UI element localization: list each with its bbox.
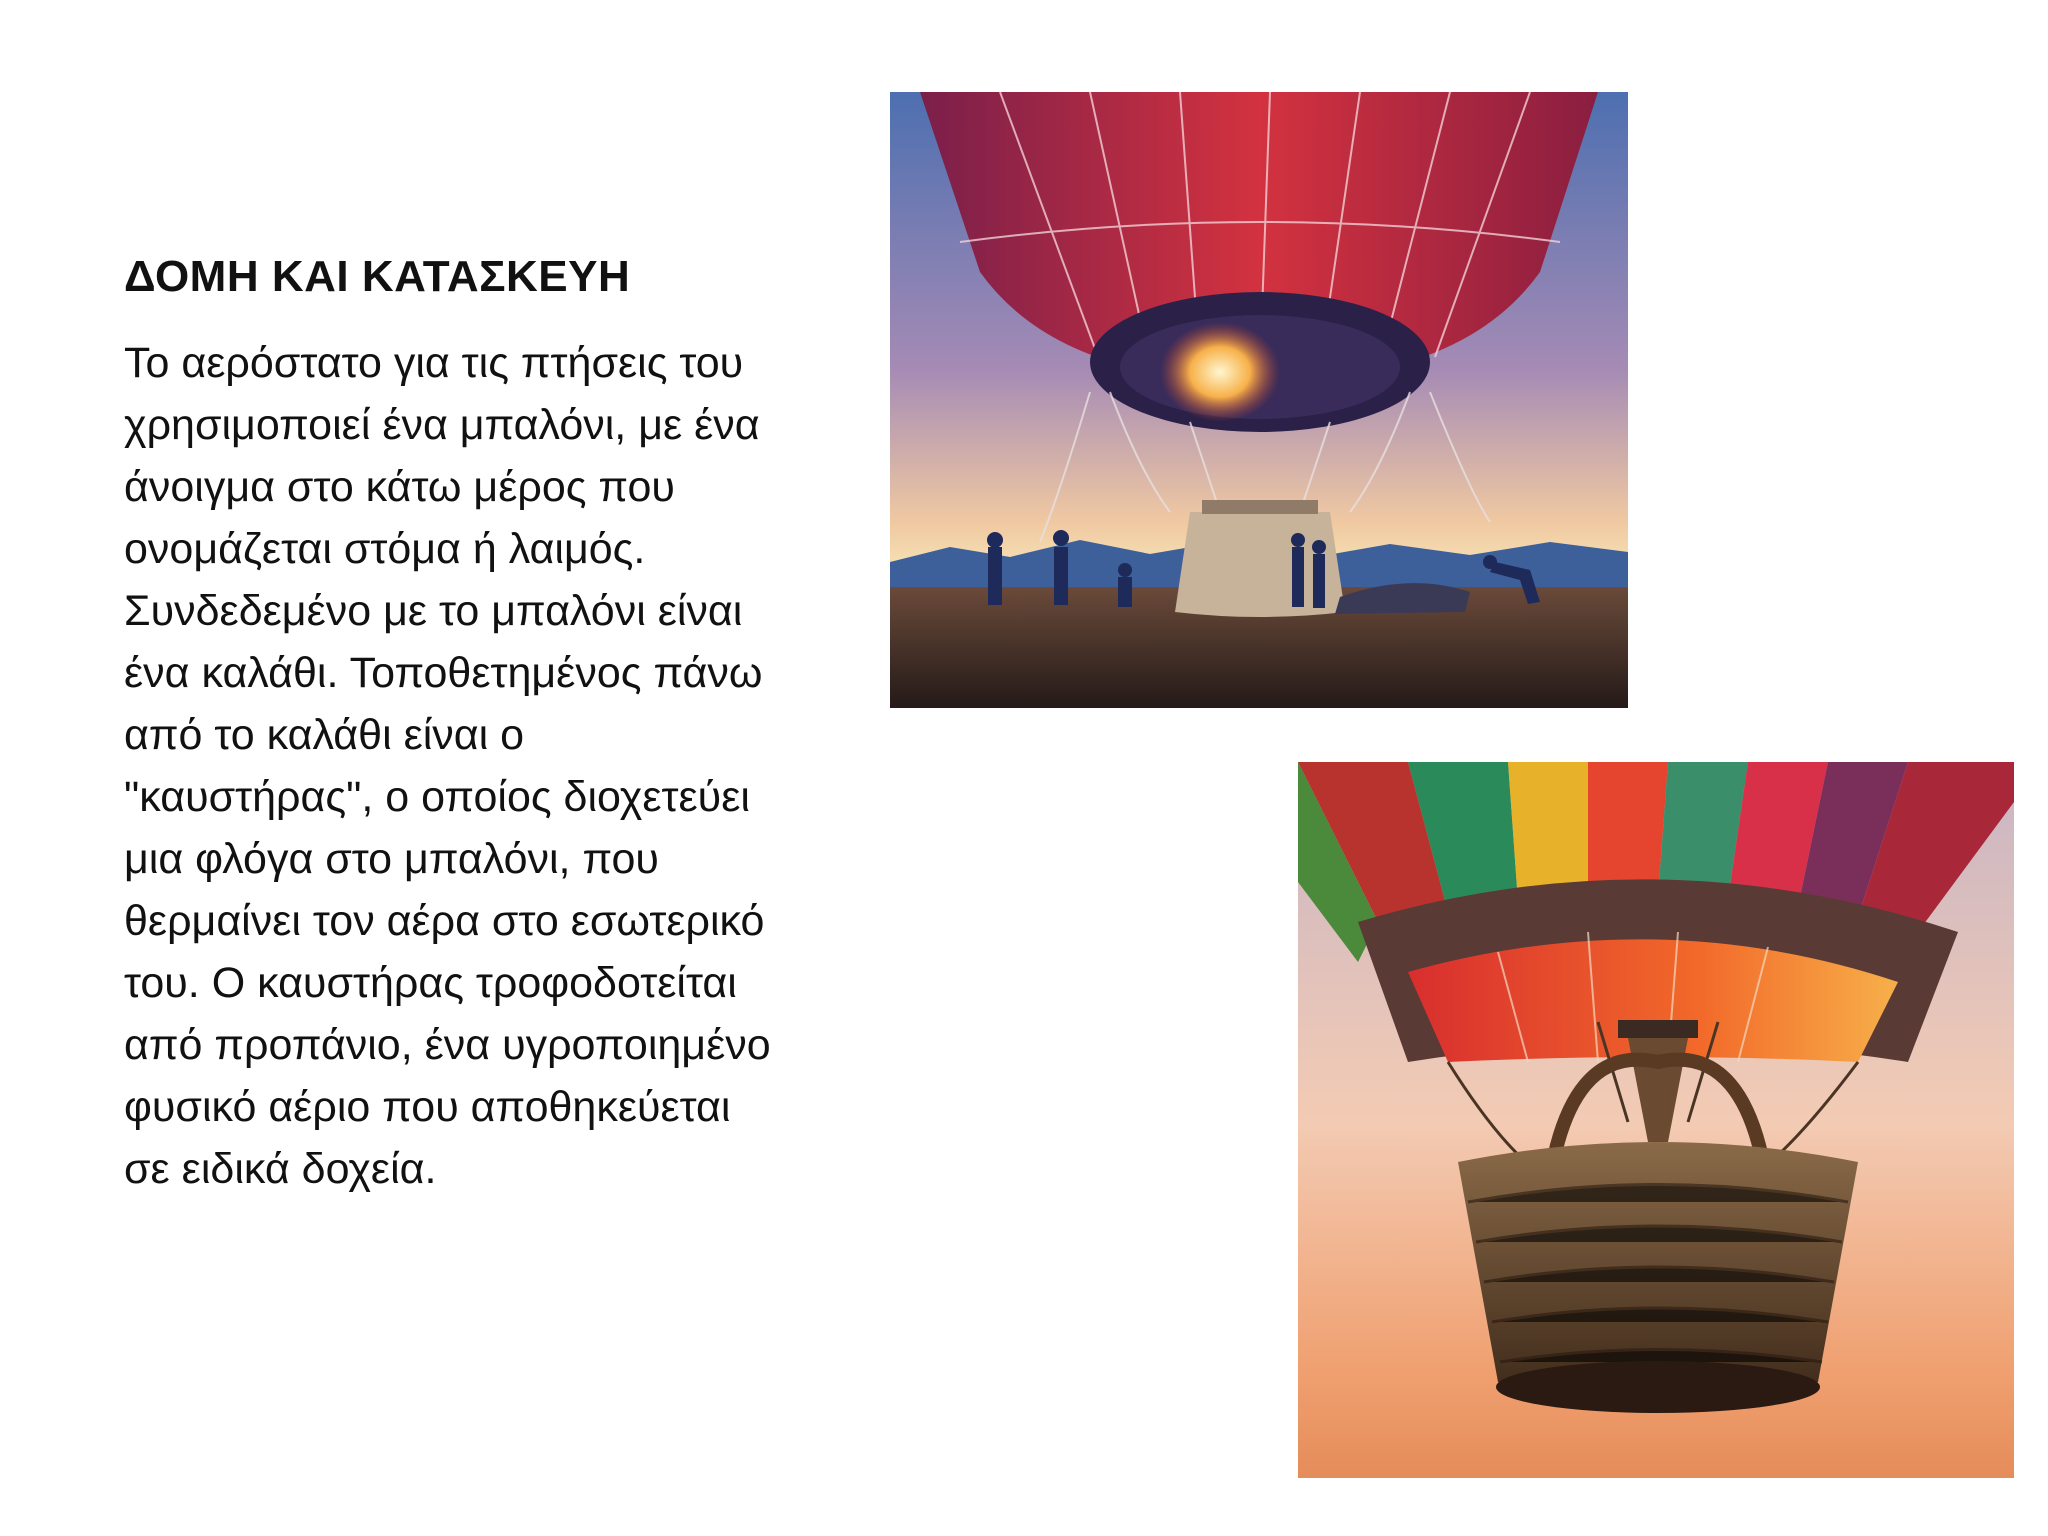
balloon-basket-photo — [1298, 762, 2014, 1478]
slide-title: ΔΟΜΗ ΚΑΙ ΚΑΤΑΣΚΕΥΗ — [124, 252, 631, 301]
slide-body-text: Το αερόστατο για τις πτήσεις του χρησιμοποιεί ένα μπαλόνι, με ένα άνοιγμα στο κάτω μέρος που ονομάζεται στόμα ή λαιμός. Συνδεδεμένο με το μπαλόνι είναι ένα καλάθι. Τοποθετημένος πάνω από το καλάθι είναι ο "καυστήρας", ο οποίος διοχετεύει μια φλόγα στο μπαλόνι, που θερμαίνει τον αέρα στο εσωτερικό του. Ο καυστήρας τροφοδοτείται από προπάνιο, ένα υγροποιημένο φυσικό αέριο που αποθηκεύεται σε ειδικά δοχεία. — [124, 339, 771, 1193]
balloon-inflation-photo — [890, 92, 1628, 708]
